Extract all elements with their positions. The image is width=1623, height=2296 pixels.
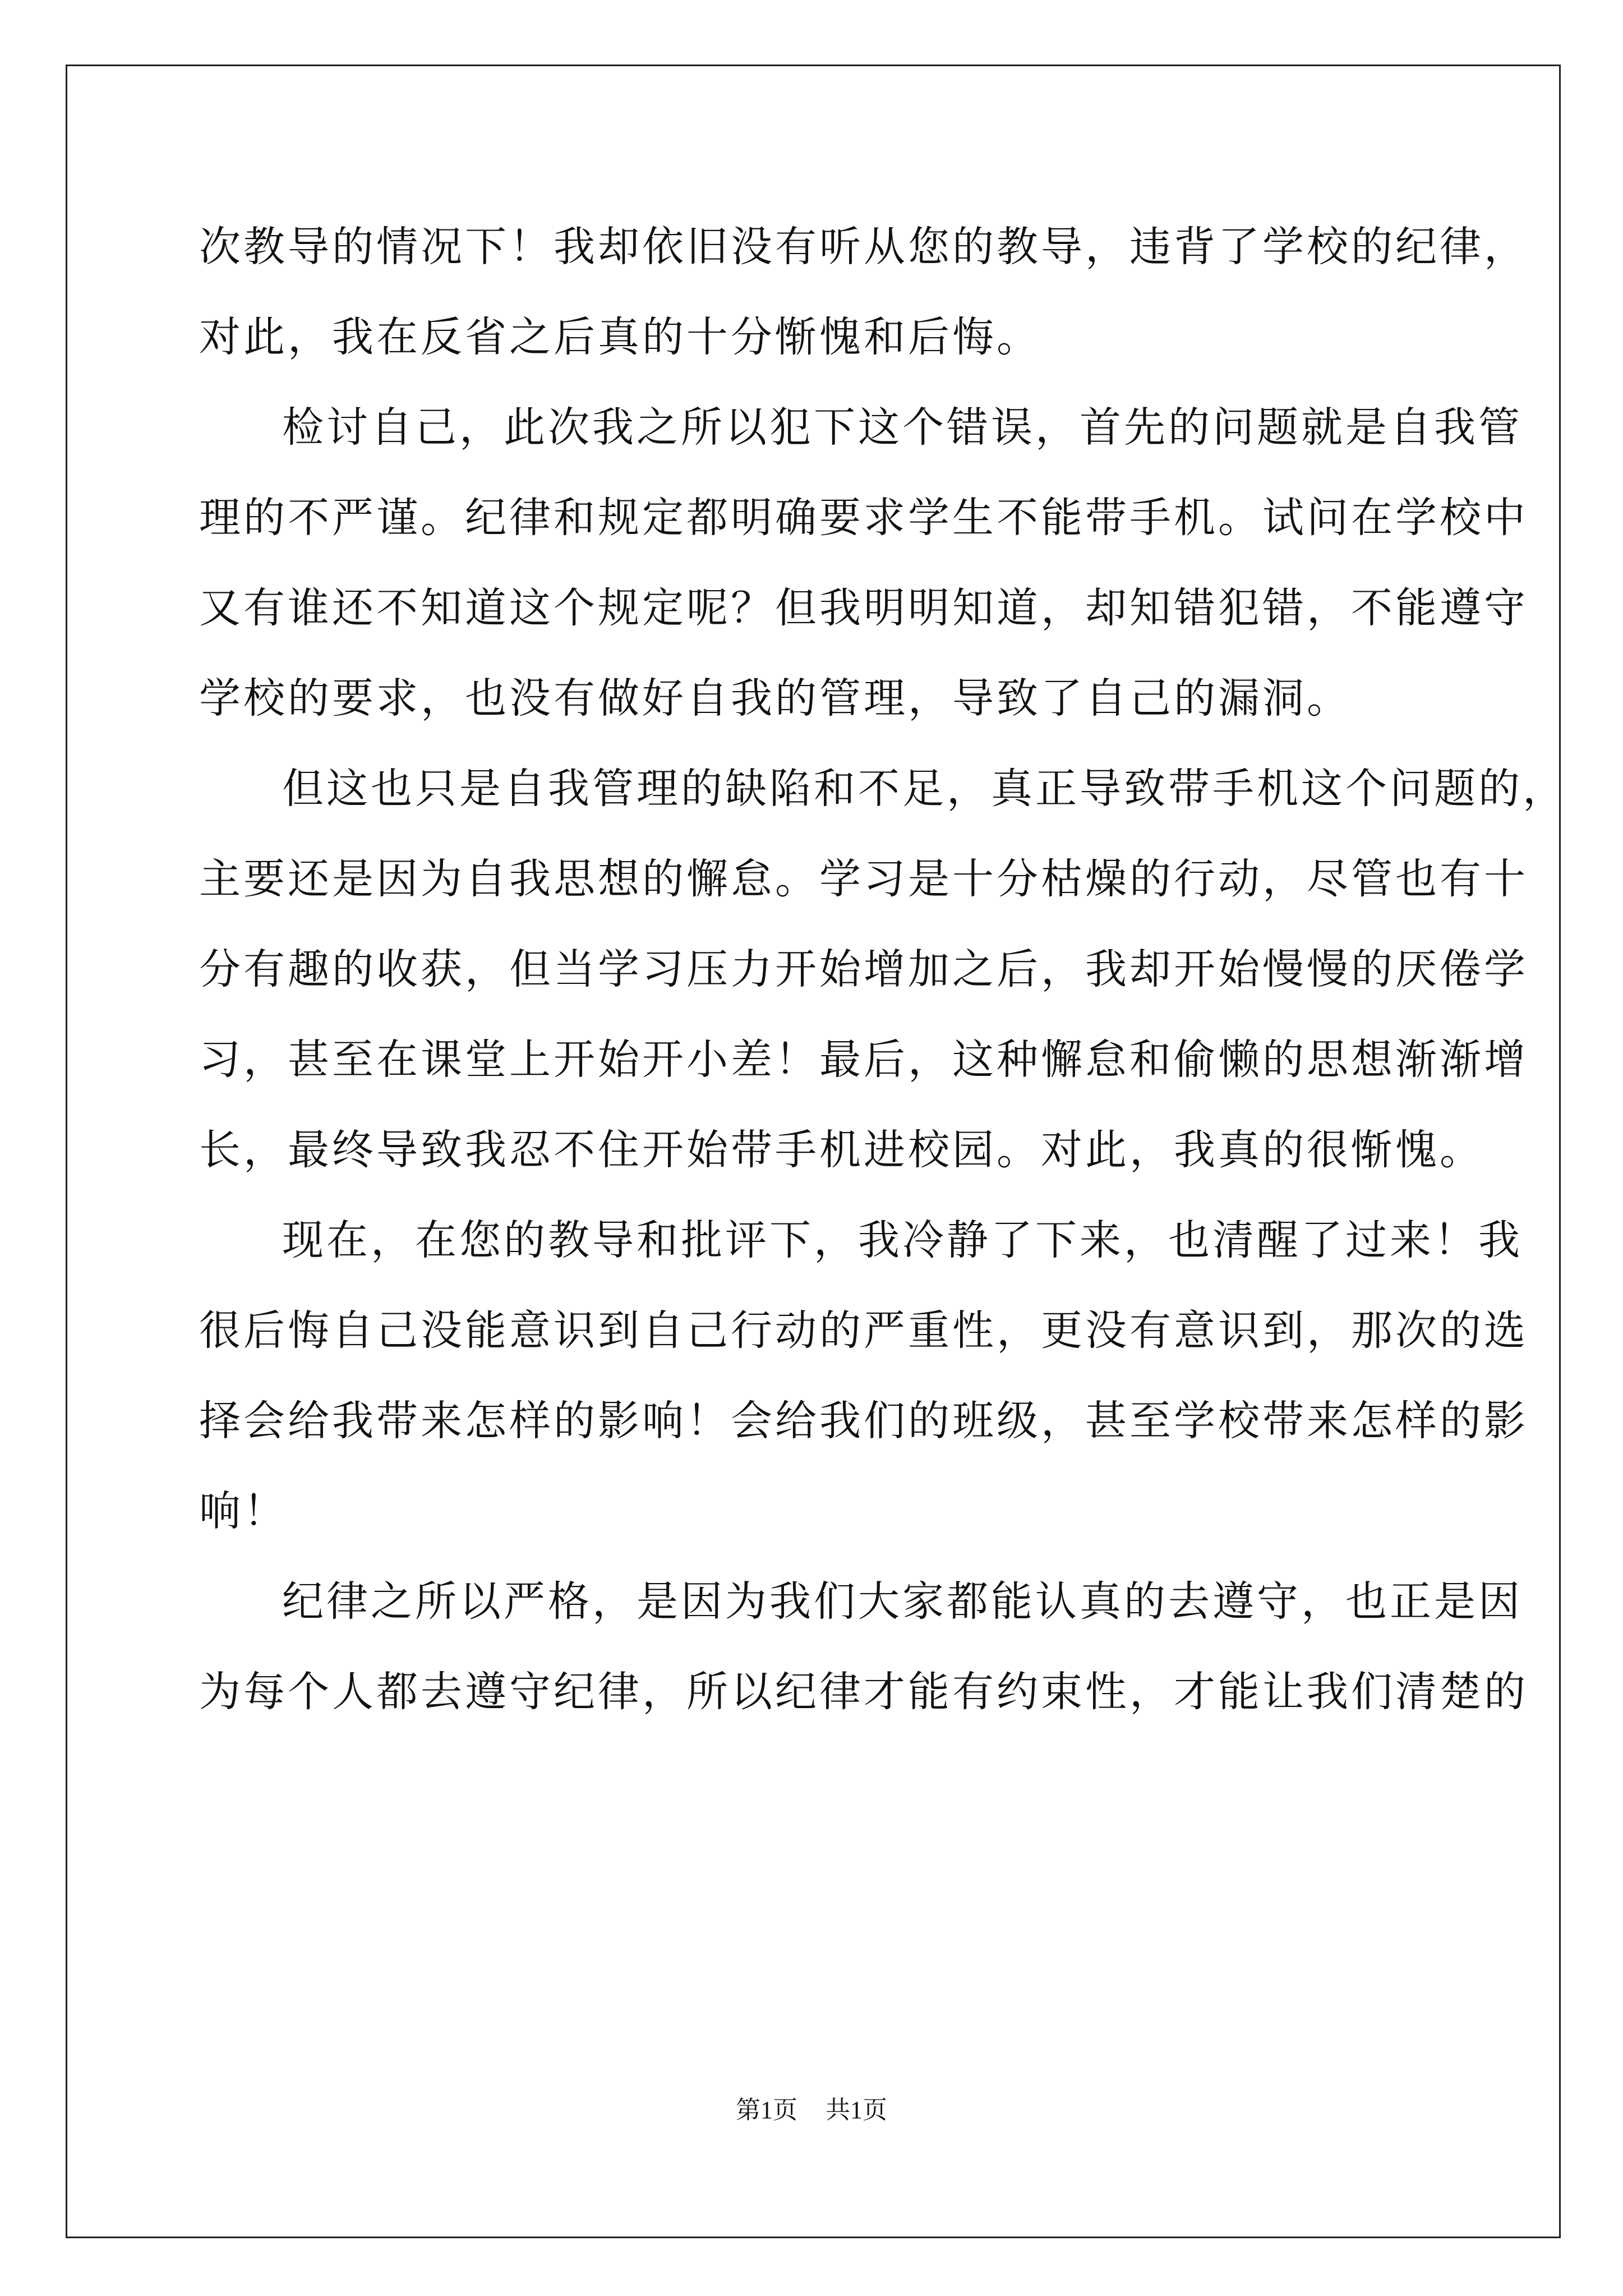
text-line: 理的不严谨。纪律和规定都明确要求学生不能带手机。试问在学校中 bbox=[199, 494, 1528, 542]
text-line: 分有趣的收获，但当学习压力开始增加之后，我却开始慢慢的厌倦学 bbox=[199, 945, 1528, 993]
text-line: 次教导的情况下！我却依旧没有听从您的教导，违背了学校的纪律， bbox=[199, 223, 1528, 271]
page-footer bbox=[0, 2093, 1623, 2127]
paragraph-start-line: 但这也只是自我管理的缺陷和不足，真正导致带手机这个问题的， bbox=[282, 765, 1567, 813]
page-number-current: 第1页 bbox=[736, 2096, 797, 2124]
text-line: 学校的要求，也没有做好自我的管理，导致了自己的漏洞。 bbox=[199, 674, 1351, 723]
text-line: 择会给我带来怎样的影响！会给我们的班级，甚至学校带来怎样的影 bbox=[199, 1397, 1528, 1445]
paragraph-start-line: 现在，在您的教导和批评下，我冷静了下来，也清醒了过来！我 bbox=[282, 1216, 1523, 1264]
text-line: 响！ bbox=[199, 1487, 288, 1535]
text-line: 为每个人都去遵守纪律，所以纪律才能有约束性，才能让我们清楚的 bbox=[199, 1668, 1528, 1716]
text-line: 又有谁还不知道这个规定呢？但我明明知道，却知错犯错，不能遵守 bbox=[199, 584, 1528, 632]
page-number-total: 共1页 bbox=[826, 2096, 887, 2124]
text-line: 长，最终导致我忍不住开始带手机进校园。对此，我真的很惭愧。 bbox=[199, 1126, 1484, 1174]
text-line: 主要还是因为自我思想的懈怠。学习是十分枯燥的行动，尽管也有十 bbox=[199, 855, 1528, 903]
document-body bbox=[199, 202, 1567, 1737]
text-line: 对此，我在反省之后真的十分惭愧和后悔。 bbox=[199, 313, 1041, 361]
paragraph-start-line: 检讨自己，此次我之所以犯下这个错误，首先的问题就是自我管 bbox=[282, 403, 1523, 452]
text-line: 习，甚至在课堂上开始开小差！最后，这种懈怠和偷懒的思想渐渐增 bbox=[199, 1036, 1528, 1084]
text-line: 很后悔自己没能意识到自己行动的严重性，更没有意识到，那次的选 bbox=[199, 1306, 1528, 1355]
paragraph-start-line: 纪律之所以严格，是因为我们大家都能认真的去遵守，也正是因 bbox=[282, 1577, 1523, 1626]
